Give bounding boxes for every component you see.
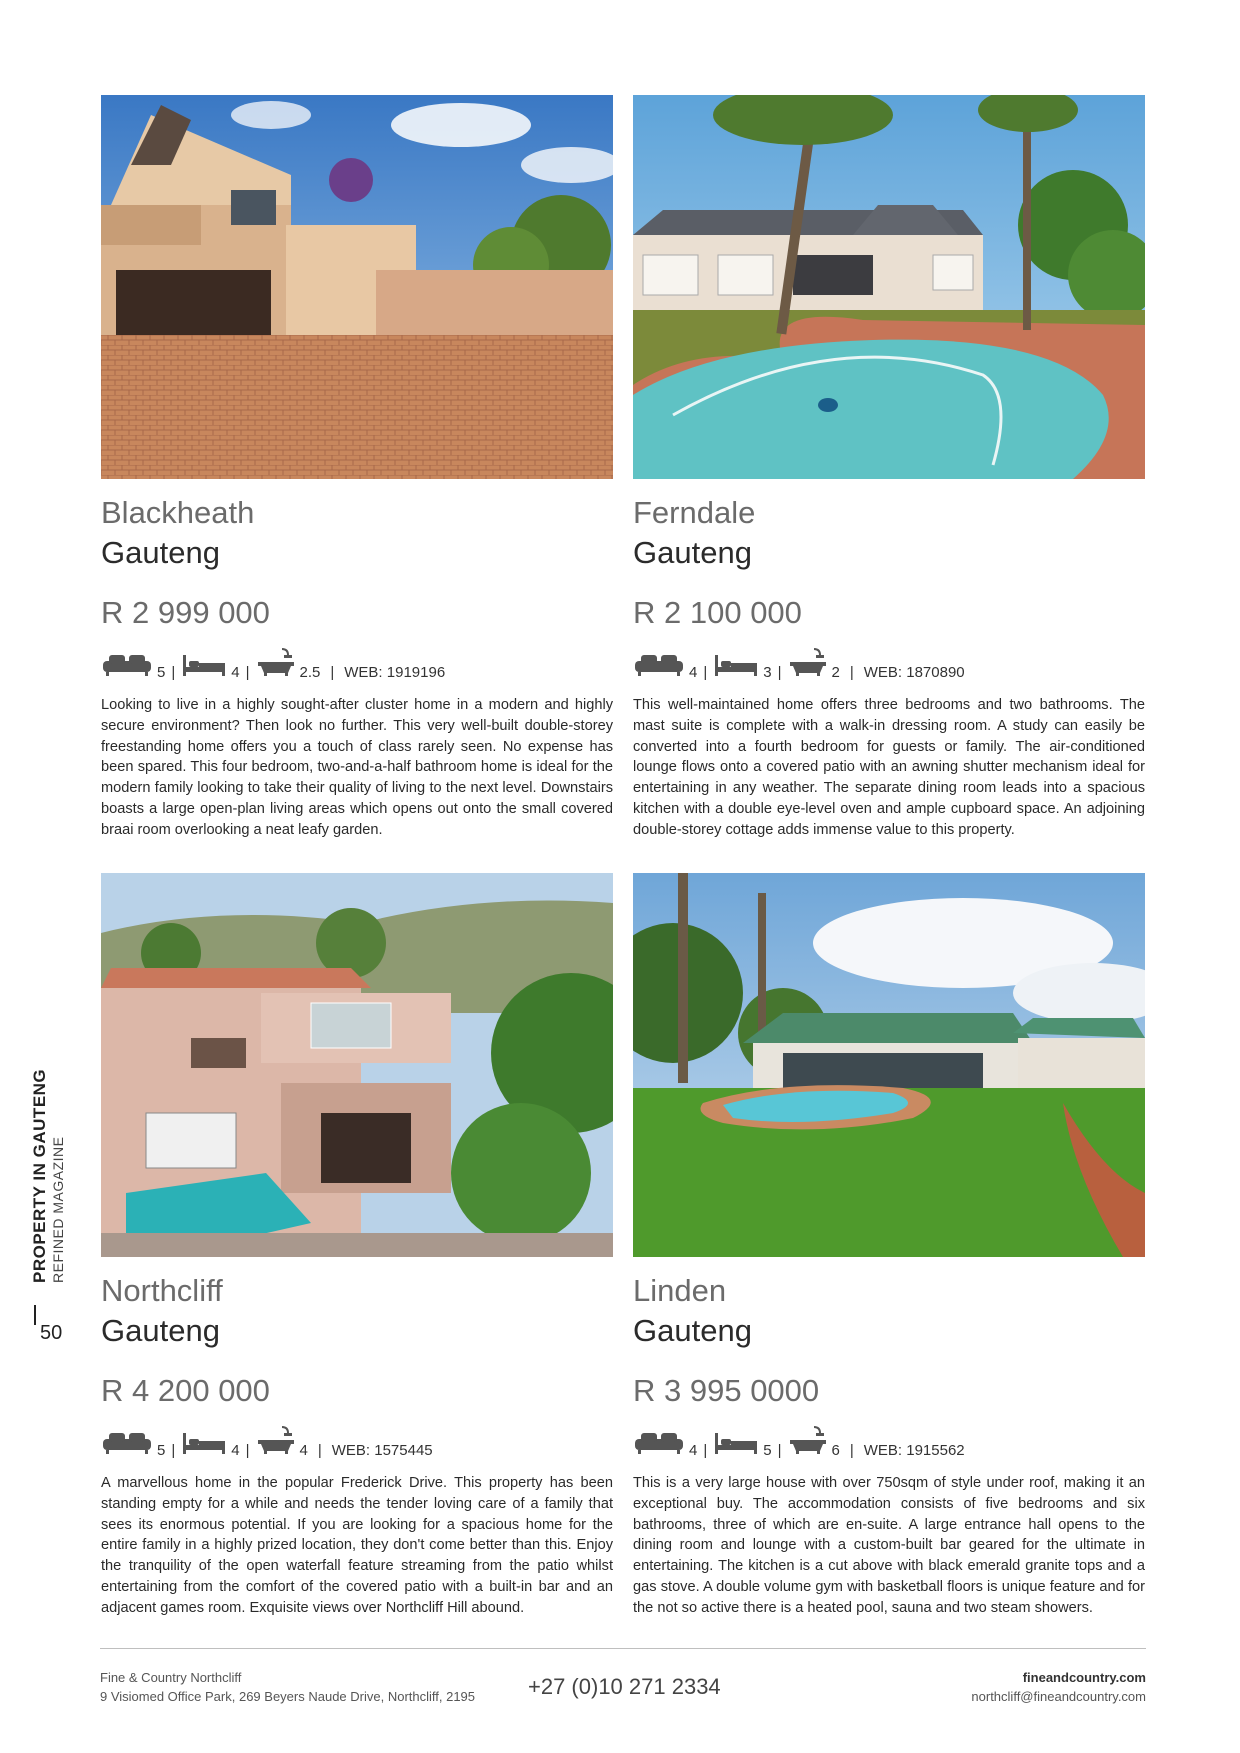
email-link[interactable]: northcliff@fineandcountry.com (971, 1689, 1146, 1704)
listing-price: R 2 999 000 (101, 595, 270, 630)
bed-icon (713, 653, 759, 681)
separator: | (777, 1442, 782, 1459)
listing-specs (101, 651, 613, 681)
divider (34, 1305, 36, 1325)
separator: | (171, 664, 176, 681)
company-address: 9 Visiomed Office Park, 269 Beyers Naude Drive, Northcliff, 2195 (100, 1689, 476, 1704)
listing-specs (633, 651, 1145, 681)
bed-icon (713, 1431, 759, 1459)
website-link[interactable]: fineandcountry.com (1022, 1670, 1146, 1685)
listing-price: R 4 200 000 (101, 1373, 270, 1408)
bed-icon (181, 653, 227, 681)
phone-number: +27 (0)10 271 2334 (528, 1674, 721, 1699)
listing-card-northcliff (101, 873, 613, 1619)
listing-card-ferndale (633, 95, 1145, 841)
separator: | (777, 664, 782, 681)
listing-description: Looking to live in a highly sought-after cluster home in a modern and highly secure environment? Then look no further. This very well-built double-storey freestanding home offers you a touch of class rarely seen. No expense has been spared. This four bedroom, two-and-a-half bathroom home is ideal for the modern family looking to take their quality of living to the next level. Downstairs boasts a large open-plan living areas which opens out onto the small covered braai room overlooking a neat leafy garden. (101, 697, 613, 838)
web-reference: WEB: 1870890 (863, 664, 965, 681)
lounges-count: 5 (157, 664, 166, 681)
lounges-count: 5 (157, 1442, 166, 1459)
listing-specs (633, 1429, 1145, 1459)
bedrooms-count: 4 (231, 664, 240, 681)
bedrooms-count: 5 (763, 1442, 772, 1459)
bathrooms-count: 2 (831, 664, 840, 681)
bath-icon (256, 647, 296, 681)
footer-contact-block (971, 1668, 1146, 1706)
web-reference: WEB: 1919196 (344, 664, 446, 681)
bathrooms-count: 6 (831, 1442, 840, 1459)
page-number: 50 (40, 1322, 63, 1344)
listing-suburb: Ferndale (633, 495, 756, 530)
listing-description: This well-maintained home offers three bedrooms and two bathrooms. The mast suite is complete with a walk-in dressing room. A study can easily be converted into a fourth bedroom for guests or family. The air-conditioned lounge flows onto a covered patio with an awning shutter mechanism ideal for entertaining in any weather. The separate dining room leads into a spacious kitchen with a double eye-level oven and ample cupboard space. An adjoining double-storey cottage adds immense value to this property. (633, 697, 1145, 838)
company-name: Fine & Country Northcliff (100, 1670, 242, 1685)
listing-card-blackheath (101, 95, 613, 841)
web-reference: WEB: 1575445 (331, 1442, 433, 1459)
bedrooms-count: 4 (231, 1442, 240, 1459)
sofa-icon (101, 1431, 153, 1459)
listing-card-linden (633, 873, 1145, 1619)
section-title: PROPERTY IN GAUTENG (30, 1068, 49, 1283)
listing-price: R 3 995 0000 (633, 1373, 820, 1408)
listing-suburb: Northcliff (101, 1273, 223, 1308)
listing-description: A marvellous home in the popular Frederick Drive. This property has been standing empty for a while and needs the tender loving care of a family that sees its enormous potential. If you are looking for a spacious home for the entire family in a highly prized location, they don't come better than this. Enjoy the tranquility of the open waterfall feature streaming from the patio whilst entertaining from the comfort of the covered patio with a built-in bar and an adjacent games room. Exquisite views over Northcliff Hill abound. (101, 1475, 613, 1616)
bath-icon (256, 1425, 296, 1459)
bedrooms-count: 3 (763, 664, 772, 681)
separator: | (703, 664, 708, 681)
bath-icon (788, 647, 828, 681)
listing-suburb: Linden (633, 1273, 727, 1308)
separator: | (703, 1442, 708, 1459)
listing-province: Gauteng (633, 535, 752, 570)
separator: | (171, 1442, 176, 1459)
footer-address-block (100, 1668, 475, 1706)
listing-specs (101, 1429, 613, 1459)
listing-province: Gauteng (633, 1313, 752, 1348)
separator: | (245, 664, 250, 681)
magazine-name: REFINED MAGAZINE (50, 1136, 66, 1283)
section-side-label (26, 1068, 70, 1315)
lounges-count: 4 (689, 664, 698, 681)
sofa-icon (633, 653, 685, 681)
footer-divider (100, 1648, 1146, 1649)
bathrooms-count: 2.5 (299, 664, 321, 681)
side-text-block (30, 1068, 66, 1283)
property-photo-ferndale (633, 95, 1145, 479)
listing-price: R 2 100 000 (633, 595, 802, 630)
bed-icon (181, 1431, 227, 1459)
separator: | (849, 1442, 854, 1459)
web-reference: WEB: 1915562 (863, 1442, 965, 1459)
sofa-icon (101, 653, 153, 681)
lounges-count: 4 (689, 1442, 698, 1459)
listing-description: This is a very large house with over 750sqm of style under roof, making it an exceptional buy. The accommodation consists of five bedrooms and six bathrooms, three of which are en-suite. A large entrance hall opens to the dining room and lounge with a custom-built bar geared for the ultimate in entertaining. The kitchen is a cut above with black emerald granite tops and a gas stove. A double volume gym with basketball floors is unique feature and for the not so active there is a heated pool, sauna and two steam showers. (633, 1475, 1145, 1616)
property-photo-linden (633, 873, 1145, 1257)
listing-suburb: Blackheath (101, 495, 255, 530)
sofa-icon (633, 1431, 685, 1459)
separator: | (317, 1442, 322, 1459)
separator: | (245, 1442, 250, 1459)
bath-icon (788, 1425, 828, 1459)
separator: | (849, 664, 854, 681)
bathrooms-count: 4 (299, 1442, 308, 1459)
property-photo-northcliff (101, 873, 613, 1257)
listing-province: Gauteng (101, 535, 220, 570)
listing-province: Gauteng (101, 1313, 220, 1348)
separator: | (330, 664, 335, 681)
property-photo-blackheath (101, 95, 613, 479)
